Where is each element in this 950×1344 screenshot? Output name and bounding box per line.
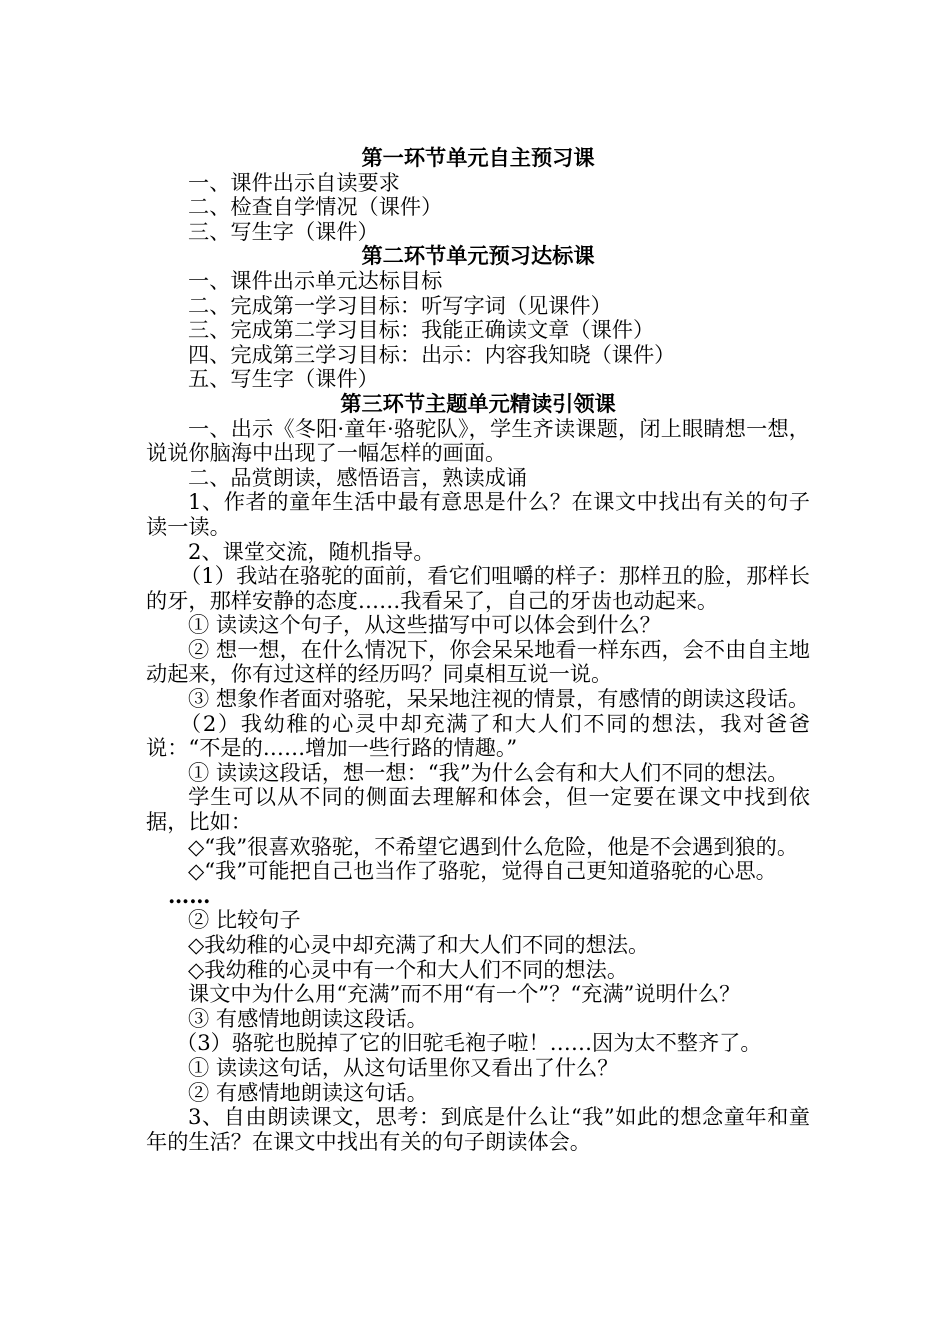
paragraph: ② 想一想，在什么情况下，你会呆呆地看一样东西，会不由自主地动起来，你有过这样的经历吗？同桌相互说一说。: [146, 636, 810, 687]
paragraph: 1、作者的童年生活中最有意思是什么？在课文中找出有关的句子读一读。: [146, 489, 810, 539]
paragraph: ① 读读这个句子，从这些描写中可以体会到什么？: [188, 612, 661, 638]
document-page: [146, 146, 810, 1154]
section-1-heading: 第一环节单元自主预习课: [361, 145, 595, 170]
section-2-item-3: 三、完成第二学习目标：我能正确读文章（课件）: [188, 317, 655, 343]
paragraph: ① 读读这段话，想一想：“我”为什么会有和大人们不同的想法。: [188, 759, 789, 785]
paragraph: ② 有感情地朗读这句话。: [188, 1079, 428, 1105]
paragraph: （3）骆驼也脱掉了它的旧驼毛袍子啦！……因为太不整齐了。: [176, 1030, 762, 1056]
paragraph: ① 读读这句话，从这句话里你又看出了什么？: [188, 1054, 619, 1080]
section-2-item-5: 五、写生字（课件）: [188, 366, 379, 392]
paragraph: ◇“我”可能把自己也当作了骆驼，觉得自己更知道骆驼的心思。: [188, 858, 777, 884]
paragraph: ◇我幼稚的心灵中却充满了和大人们不同的想法。: [188, 932, 650, 957]
section-1-item-2: 二、检查自学情况（课件）: [188, 194, 443, 220]
paragraph: 2、课堂交流，随机指导。: [188, 538, 435, 564]
paragraph: ② 比较句子: [188, 907, 301, 933]
section-3-heading: 第三环节主题单元精读引领课: [340, 390, 616, 416]
paragraph: （1）我站在骆驼的面前，看它们咀嚼的样子：那样丑的脸，那样长的牙，那样安静的态度……我看呆了，自己的牙齿也动起来。: [146, 563, 810, 613]
section-2-item-1: 一、课件出示单元达标目标: [188, 267, 443, 293]
section-1-item-3: 三、写生字（课件）: [188, 218, 379, 244]
paragraph: 学生可以从不同的侧面去理解和体会，但一定要在课文中找到依据，比如：: [146, 784, 810, 835]
paragraph: （2）我幼稚的心灵中却充满了和大人们不同的想法，我对爸爸说：“不是的……增加一些行路的情趣。”: [146, 710, 810, 761]
ellipsis-line: ……: [168, 882, 211, 908]
section-1-item-1: 一、课件出示自读要求: [188, 169, 400, 195]
paragraph: 3、自由朗读课文，思考：到底是什么让“我”如此的想念童年和童年的生活？在课文中找出有关的句子朗读体会。: [146, 1104, 810, 1154]
paragraph: ◇我幼稚的心灵中有一个和大人们不同的想法。: [188, 956, 629, 982]
section-2-item-4: 四、完成第三学习目标：出示：内容我知晓（课件）: [188, 341, 676, 367]
section-2-item-2: 二、完成第一学习目标：听写字词（见课件）: [188, 292, 612, 318]
section-2-heading: 第二环节单元预习达标课: [361, 243, 595, 269]
paragraph: 一、出示《冬阳·童年·骆驼队》，学生齐读课题，闭上眼睛想一想，说说你脑海中出现了一幅怎样的画面。: [146, 415, 810, 466]
paragraph: ③ 想象作者面对骆驼，呆呆地注视的情景，有感情的朗读这段话。: [188, 686, 810, 712]
paragraph: ③ 有感情地朗读这段话。: [188, 1005, 428, 1031]
paragraph: ◇“我”很喜欢骆驼，不希望它遇到什么危险，他是不会遇到狼的。: [188, 833, 799, 859]
paragraph: 课文中为什么用“充满”而不用“有一个”？“充满”说明什么？: [188, 981, 741, 1007]
paragraph: 二、品赏朗读，感悟语言，熟读成诵: [188, 464, 528, 490]
